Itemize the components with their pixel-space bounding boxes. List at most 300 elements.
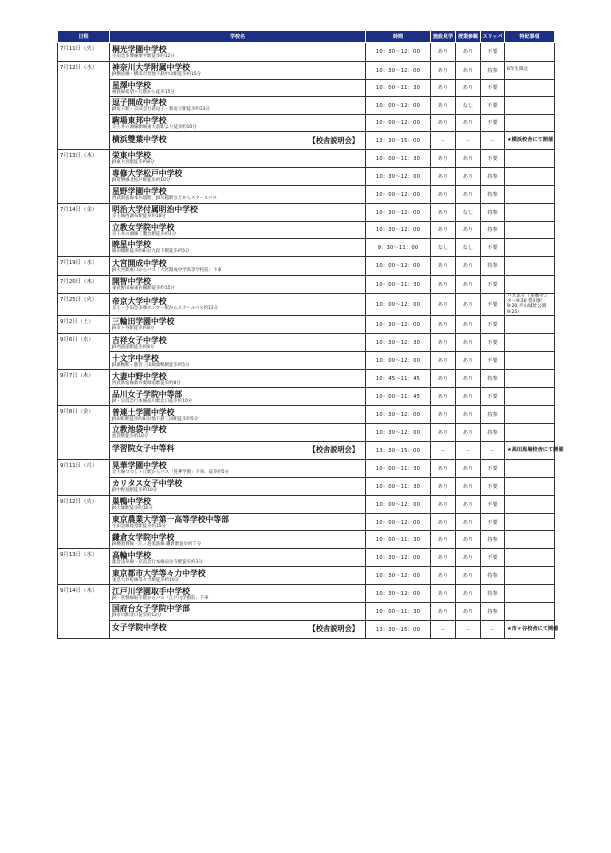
school-cell (110, 495, 366, 513)
time-cell: 10：00～12：00 (366, 352, 431, 370)
date-cell (58, 221, 110, 239)
time-cell: 10：30～12：30 (366, 334, 431, 352)
date-cell: 9月7日（木） (58, 370, 110, 388)
time-cell: 10：00～12：00 (366, 495, 431, 513)
table-row (58, 203, 555, 221)
header-date: 日程 (58, 31, 110, 43)
school-access: 西武新宿線新井薬師前駅徒歩約8分 (112, 380, 181, 386)
time-cell: 13：30～15：00 (366, 620, 431, 638)
note-cell (505, 513, 555, 531)
time-cell: 10：30～12：00 (366, 43, 431, 62)
table-row (58, 549, 555, 567)
school-cell (110, 441, 366, 459)
slippers-cell: 持参 (481, 203, 505, 221)
class-observation-cell: なし (456, 97, 481, 115)
class-observation-cell: あり (456, 567, 481, 585)
date-cell (58, 620, 110, 638)
facility-tour-cell: あり (431, 61, 456, 79)
facility-tour-cell: あり (431, 477, 456, 495)
class-observation-cell: あり (456, 294, 481, 316)
time-cell: 10：30～12：00 (366, 406, 431, 424)
table-row (58, 315, 555, 334)
slippers-cell: 持参 (481, 424, 505, 442)
school-cell (110, 185, 366, 203)
time-cell: 10：30～12：00 (366, 203, 431, 221)
facility-tour-cell: あり (431, 150, 456, 168)
school-cell (110, 334, 366, 352)
facility-tour-cell: あり (431, 221, 456, 239)
school-cell (110, 43, 366, 62)
school-cell (110, 97, 366, 115)
class-observation-cell: あり (456, 257, 481, 276)
class-observation-cell: あり (456, 43, 481, 62)
header-time: 時間 (366, 31, 431, 43)
date-cell: 7月14日（金） (58, 203, 110, 221)
school-cell (110, 150, 366, 168)
note-cell (505, 495, 555, 513)
time-cell: 10：00～11：30 (366, 477, 431, 495)
class-observation-cell: あり (456, 513, 481, 531)
facility-tour-cell: あり (431, 388, 456, 406)
school-access: 東急大井町線等々力駅徒歩約10分 (112, 577, 180, 583)
header-school: 学校名 (110, 31, 366, 43)
note-cell (505, 275, 555, 294)
time-cell: 10：00～12：00 (366, 513, 431, 531)
date-cell: 9月8日（金） (58, 406, 110, 424)
school-cell (110, 239, 366, 257)
facility-tour-cell: なし (431, 239, 456, 257)
table-row (58, 239, 555, 257)
note-cell (505, 79, 555, 97)
date-cell (58, 477, 110, 495)
class-observation-cell: あり (456, 549, 481, 567)
school-cell (110, 61, 366, 79)
school-name: 暁星中学校 (112, 240, 151, 250)
school-access: JR中野島駅徒歩約10分 (112, 488, 158, 494)
time-cell: 10：30～12：00 (366, 61, 431, 79)
table-row (58, 257, 555, 276)
school-cell (110, 567, 366, 585)
date-cell (58, 185, 110, 203)
time-cell: 10：00～11：45 (366, 388, 431, 406)
school-access: JR・常磐線取手駅からバス「江戸川学園前」下車 (112, 595, 209, 601)
facility-tour-cell: － (431, 620, 456, 638)
school-cell (110, 79, 366, 97)
facility-tour-cell: あり (431, 459, 456, 477)
school-name: 江戸川学園取手中学校 (112, 586, 190, 596)
class-observation-cell: あり (456, 495, 481, 513)
school-name: 晃華学園中学校 (112, 461, 167, 471)
slippers-cell: 不要 (481, 495, 505, 513)
note-cell (505, 459, 555, 477)
session-label: 【校舎説明会】 (308, 624, 359, 634)
school-name: 桐光学園中学校 (112, 44, 167, 54)
date-cell (58, 567, 110, 585)
school-cell (110, 370, 366, 388)
school-name: 立教女学院中学校 (112, 222, 175, 232)
facility-tour-cell: あり (431, 43, 456, 62)
facility-tour-cell: あり (431, 315, 456, 334)
table-row (58, 150, 555, 168)
slippers-cell: 持参 (481, 406, 505, 424)
table-row (58, 114, 555, 132)
note-cell (505, 406, 555, 424)
school-name: 大宮開成中学校 (112, 258, 167, 268)
facility-tour-cell: あり (431, 424, 456, 442)
note-cell (505, 531, 555, 549)
note-cell (505, 97, 555, 115)
table-row (58, 221, 555, 239)
date-cell (58, 441, 110, 459)
slippers-cell: 不要 (481, 97, 505, 115)
facility-tour-cell: あり (431, 495, 456, 513)
school-access: 京王井の頭線駒場東大前駅より徒歩約10分 (112, 124, 197, 130)
header-class-observation: 授業参観 (456, 31, 481, 43)
header-row (58, 31, 555, 43)
school-cell (110, 132, 366, 150)
note-cell (505, 388, 555, 406)
date-cell: 7月12日（水） (58, 61, 110, 79)
date-cell (58, 424, 110, 442)
facility-tour-cell: あり (431, 203, 456, 221)
school-name: カリタス女子中学校 (112, 479, 183, 489)
slippers-cell: 不要 (481, 79, 505, 97)
table-row (58, 513, 555, 531)
table-row (58, 275, 555, 294)
facility-tour-cell: あり (431, 406, 456, 424)
class-observation-cell: あり (456, 61, 481, 79)
school-cell (110, 352, 366, 370)
slippers-cell: 持参 (481, 370, 505, 388)
time-cell: 10：30～12：00 (366, 168, 431, 186)
table-row (58, 531, 555, 549)
note-cell (505, 585, 555, 603)
school-cell (110, 603, 366, 621)
note-cell (505, 352, 555, 370)
slippers-cell: 持参 (481, 168, 505, 186)
time-cell: 10：00～11：30 (366, 275, 431, 294)
note-cell (505, 477, 555, 495)
facility-tour-cell: あり (431, 603, 456, 621)
table-row (58, 424, 555, 442)
school-access: JR市川駅北口徒歩約12分 (112, 613, 162, 619)
time-cell: 10：00～11：30 (366, 603, 431, 621)
table-row (58, 97, 555, 115)
note-cell (505, 567, 555, 585)
table-row (58, 603, 555, 621)
class-observation-cell: あり (456, 531, 481, 549)
date-cell (58, 239, 110, 257)
note-cell (505, 370, 555, 388)
school-access: 京王・小田急多摩センター駅からスクールバス約12分 (112, 306, 219, 312)
school-access: 都営浅草線・京浜急行本線泉岳寺駅徒歩約3分 (112, 559, 203, 565)
slippers-cell: 不要 (481, 549, 505, 567)
slippers-cell: 不要 (481, 275, 505, 294)
school-name: 逗子開成中学校 (112, 98, 167, 107)
table-row (58, 370, 555, 388)
date-cell: 9月14日（木） (58, 585, 110, 603)
date-cell (58, 352, 110, 370)
time-cell: 10：00～11：30 (366, 459, 431, 477)
slippers-cell: 持参 (481, 603, 505, 621)
time-cell: 10：30～12：00 (366, 549, 431, 567)
slippers-cell: 不要 (481, 239, 505, 257)
school-name: 品川女子学院中等部 (112, 389, 183, 399)
table-row (58, 406, 555, 424)
class-observation-cell: あり (456, 352, 481, 370)
facility-tour-cell: あり (431, 185, 456, 203)
school-name: 星澤中学校 (112, 80, 151, 90)
time-cell: 9：30～11：00 (366, 239, 431, 257)
school-cell (110, 585, 366, 603)
school-name: 栄東中学校 (112, 151, 151, 161)
table-row (58, 567, 555, 585)
class-observation-cell: なし (456, 203, 481, 221)
slippers-cell: 持参 (481, 567, 505, 585)
note-cell: ★横浜校舎にて開催 (505, 132, 555, 150)
session-label: 【校舎説明会】 (308, 445, 359, 455)
header-facility-tour: 施設見学 (431, 31, 456, 43)
note-cell (505, 221, 555, 239)
school-access: JR逗子駅・京浜急行新逗子・新逗子駅徒歩約13分 (112, 107, 210, 112)
date-cell: 7月25日（火） (58, 294, 110, 316)
school-cell (110, 257, 366, 276)
facility-tour-cell: あり (431, 567, 456, 585)
school-access: JR常磐線北松戸駅徒歩約10分 (112, 178, 171, 183)
time-cell: 10：00～11：30 (366, 150, 431, 168)
class-observation-cell: あり (456, 603, 481, 621)
school-name: 三輪田学園中学校 (112, 317, 175, 327)
class-observation-cell: あり (456, 459, 481, 477)
slippers-cell: 不要 (481, 477, 505, 495)
school-name: 学習院女子中等科 (112, 444, 175, 454)
date-cell (58, 97, 110, 115)
school-name: 開智中学校 (112, 277, 151, 286)
note-cell (505, 43, 555, 62)
note-cell (505, 185, 555, 203)
table-row (58, 61, 555, 79)
slippers-cell: － (481, 132, 505, 150)
note-cell (505, 168, 555, 186)
table-row (58, 620, 555, 638)
facility-tour-cell: あり (431, 79, 456, 97)
time-cell: 10：00～12：00 (366, 114, 431, 132)
date-cell (58, 114, 110, 132)
class-observation-cell: あり (456, 114, 481, 132)
table-row (58, 495, 555, 513)
school-access: JR田町駅徒歩約8分/地下鉄三田駅徒歩約5分 (112, 416, 199, 422)
class-observation-cell: あり (456, 477, 481, 495)
date-cell: 9月11日（月） (58, 459, 110, 477)
date-cell: 9月13日（水） (58, 549, 110, 567)
school-access: 相鉄線希望ヶ丘駅から徒歩15分 (112, 89, 175, 95)
note-cell: 6年生限定 (505, 61, 555, 79)
school-cell (110, 168, 366, 186)
school-cell (110, 531, 366, 549)
facility-tour-cell: あり (431, 168, 456, 186)
school-access: JR・京浜急行本線品川駅北口徒歩約10分 (112, 398, 193, 404)
school-access: 小田急線経堂駅徒歩約15分 (112, 523, 166, 529)
facility-tour-cell: あり (431, 370, 456, 388)
facility-tour-cell: あり (431, 97, 456, 115)
school-name: 東京都市大学等々力中学校 (112, 568, 206, 578)
school-name: 立教池袋中学校 (112, 425, 167, 435)
class-observation-cell: － (456, 132, 481, 150)
table-row (58, 388, 555, 406)
table-row (58, 352, 555, 370)
slippers-cell: 不要 (481, 294, 505, 316)
time-cell: 10：30～12：00 (366, 585, 431, 603)
slippers-cell: 不要 (481, 513, 505, 531)
facility-tour-cell: あり (431, 513, 456, 531)
school-access: JR大塚駅徒歩約10分 (112, 506, 153, 512)
facility-tour-cell: あり (431, 531, 456, 549)
school-name: 高輪中学校 (112, 550, 151, 560)
school-cell (110, 203, 366, 221)
table-row (58, 185, 555, 203)
table-row (58, 441, 555, 459)
school-cell (110, 221, 366, 239)
table-row (58, 459, 555, 477)
facility-tour-cell: － (431, 441, 456, 459)
school-access: JR横須賀線・江ノ島電鉄線 鎌倉駅徒歩約７分 (112, 541, 202, 547)
school-name: 十文字中学校 (112, 353, 159, 363)
school-access: 京王線つつじヶ丘駅からバス「晃華学園」下車、徒歩約5分 (112, 470, 229, 476)
slippers-cell: 持参 (481, 61, 505, 79)
school-cell (110, 549, 366, 567)
table-row (58, 79, 555, 97)
facility-tour-cell: あり (431, 114, 456, 132)
time-cell: 13：30～15：00 (366, 441, 431, 459)
school-name: 女子学院中学校 (112, 623, 167, 633)
school-cell (110, 315, 366, 334)
note-cell (505, 424, 555, 442)
date-cell (58, 168, 110, 186)
facility-tour-cell: あり (431, 334, 456, 352)
school-cell (110, 459, 366, 477)
school-name: 普連土学園中学校 (112, 407, 175, 417)
note-cell (505, 549, 555, 567)
school-cell (110, 620, 366, 638)
school-access: 池袋駅徒歩約10分 (112, 434, 149, 440)
school-name: 明治大学付属明治中学校 (112, 204, 198, 214)
note-cell (505, 315, 555, 334)
time-cell: 10：30～12：00 (366, 567, 431, 585)
note-cell (505, 603, 555, 621)
table-row (58, 585, 555, 603)
school-access: 京王線西調布駅徒歩約18分 (112, 213, 166, 219)
slippers-cell: － (481, 441, 505, 459)
class-observation-cell: あり (456, 150, 481, 168)
class-observation-cell: あり (456, 185, 481, 203)
school-cell (110, 424, 366, 442)
class-observation-cell: あり (456, 406, 481, 424)
time-cell: 10：30～12：00 (366, 221, 431, 239)
facility-tour-cell: あり (431, 585, 456, 603)
slippers-cell: 不要 (481, 315, 505, 334)
time-cell: 13：30～15：00 (366, 132, 431, 150)
class-observation-cell: あり (456, 275, 481, 294)
school-access: JR西荻窪駅徒歩約8分 (112, 344, 155, 350)
table-row (58, 334, 555, 352)
header-slippers: スリッパ (481, 31, 505, 43)
date-cell (58, 132, 110, 150)
class-observation-cell: － (456, 620, 481, 638)
school-name: 駒場東邦中学校 (112, 115, 167, 125)
header-notes: 特記事項 (505, 31, 555, 43)
school-access: 小田急多摩線栗平駅徒歩約12分 (112, 53, 175, 59)
slippers-cell: 持参 (481, 221, 505, 239)
school-access: 飯田橋駅徒歩約8分/九段下駅徒歩約5分 (112, 249, 190, 255)
date-cell (58, 603, 110, 621)
date-cell: 9月6日（水） (58, 334, 110, 352)
school-cell (110, 388, 366, 406)
school-name: 東京農業大学第一高等学校中等部 (112, 514, 229, 524)
date-cell (58, 513, 110, 531)
class-observation-cell: あり (456, 168, 481, 186)
class-observation-cell: あり (456, 370, 481, 388)
school-access: JR市ヶ谷駅徒歩約8分 (112, 326, 155, 332)
school-name: 巣鴨中学校 (112, 497, 151, 507)
school-name: 鎌倉女学院中学校 (112, 532, 175, 542)
date-cell (58, 79, 110, 97)
slippers-cell: 持参 (481, 185, 505, 203)
class-observation-cell: あり (456, 334, 481, 352)
date-cell: 7月13日（木） (58, 150, 110, 168)
time-cell: 10：30～12：00 (366, 315, 431, 334)
class-observation-cell: あり (456, 585, 481, 603)
facility-tour-cell: － (431, 132, 456, 150)
time-cell: 10：45～11：45 (366, 370, 431, 388)
note-cell (505, 257, 555, 276)
school-name: 国府台女子学院中学部 (112, 604, 190, 614)
slippers-cell: 持参 (481, 531, 505, 549)
note-cell (505, 334, 555, 352)
time-cell: 10：30～12：00 (366, 424, 431, 442)
session-label: 【校舎説明会】 (308, 135, 359, 145)
slippers-cell: 不要 (481, 388, 505, 406)
slippers-cell: 持参 (481, 585, 505, 603)
slippers-cell: 持参 (481, 257, 505, 276)
school-name: 吉祥女子中学校 (112, 335, 167, 345)
slippers-cell: 不要 (481, 459, 505, 477)
school-cell (110, 477, 366, 495)
school-name: 大妻中野中学校 (112, 371, 167, 381)
schedule-table (57, 30, 564, 639)
school-cell (110, 114, 366, 132)
school-access: 京王井の頭線三鷹台駅徒歩約1分 (112, 231, 177, 237)
school-access: JR東大宮駅徒歩約8分 (112, 160, 155, 166)
note-cell: バスあり（多摩センター9:30 豊田駅9:20 平山城址公園9:25） (505, 294, 555, 316)
school-access: 西武新宿線本川越駅、JR川越駅などからスクールバス (112, 195, 217, 201)
time-cell: 10：00～12：00 (366, 185, 431, 203)
school-cell (110, 513, 366, 531)
school-name: 神奈川大学附属中学校 (112, 62, 190, 72)
school-cell (110, 406, 366, 424)
schedule-body (58, 43, 564, 639)
class-observation-cell: あり (456, 79, 481, 97)
school-access: JR大宮駅東口からバス「大宮開成中学高等学校前」下車 (112, 267, 222, 273)
note-cell: ★市ヶ谷校舎にて開催 (505, 620, 555, 638)
class-observation-cell: あり (456, 424, 481, 442)
date-cell: 7月11日（火） (58, 43, 110, 62)
time-cell: 10：00～12：00 (366, 294, 431, 316)
slippers-cell: 不要 (481, 352, 505, 370)
note-cell (505, 239, 555, 257)
table-row (58, 132, 555, 150)
slippers-cell: 不要 (481, 334, 505, 352)
school-name: 星野学園中学校 (112, 186, 167, 196)
